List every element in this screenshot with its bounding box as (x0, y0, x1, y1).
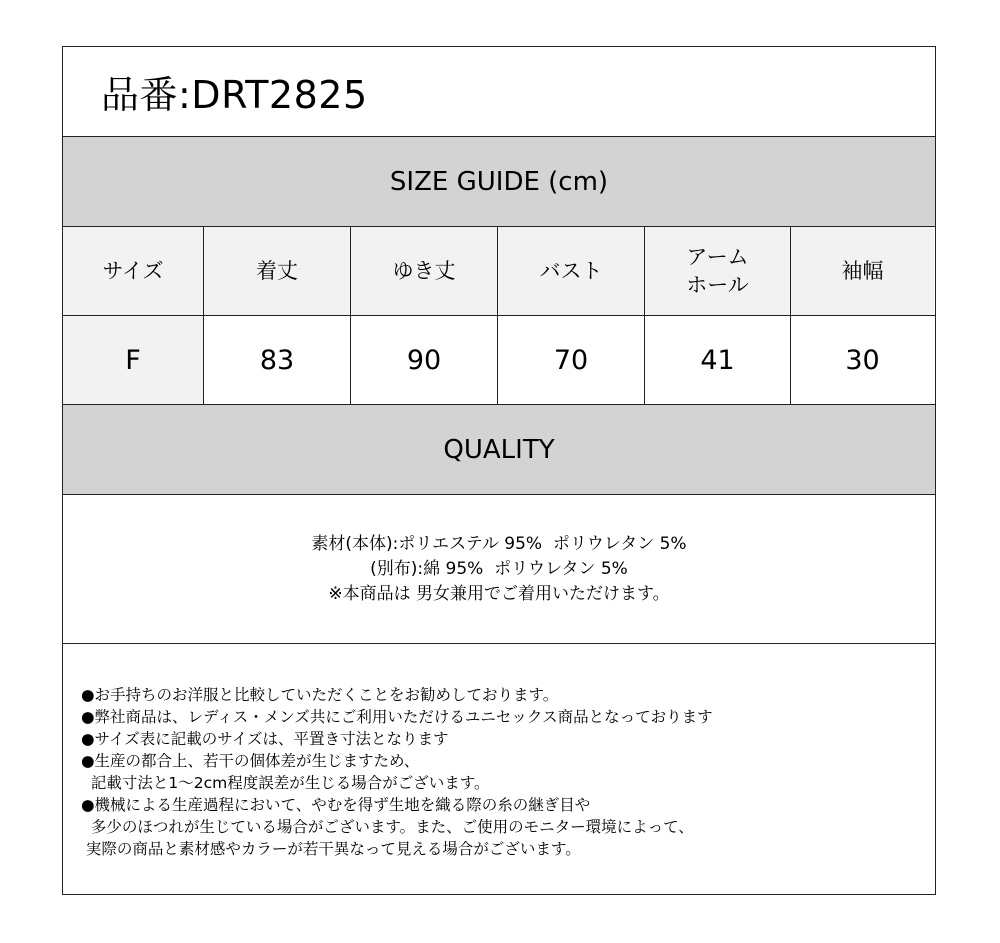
header-size: サイズ (63, 227, 204, 315)
value-length: 83 (204, 316, 351, 404)
note-line: 実際の商品と素材感やカラーが若干異なって見える場合がございます。 (81, 840, 581, 858)
note-line: 多少のほつれが生じている場合がございます。また、ご使用のモニター環境によって、 (81, 818, 694, 836)
header-sleeve-length: ゆき丈 (351, 227, 498, 315)
note-line: ●サイズ表に記載のサイズは、平置き寸法となります (81, 730, 449, 748)
note-line: 記載寸法と1～2cm程度誤差が生じる場合がございます。 (81, 774, 490, 792)
value-sleeve-width: 30 (791, 316, 934, 404)
note-line: ●生産の都合上、若干の個体差が生じますため、 (81, 752, 420, 770)
quality-band (63, 405, 935, 495)
header-armhole: アーム ホール (645, 227, 791, 315)
notes-list (81, 684, 713, 860)
note-line: ●お手持ちのお洋服と比較していただくことをお勧めしております。 (81, 686, 559, 704)
material-info (63, 495, 935, 644)
value-sleeve-length: 90 (351, 316, 498, 404)
material-sub: (別布):綿 95% ポリウレタン 5% (370, 558, 628, 579)
value-armhole: 41 (645, 316, 791, 404)
size-guide-band (63, 137, 935, 227)
size-table-row (63, 316, 935, 405)
value-size: F (63, 316, 204, 404)
notes-section (63, 644, 935, 894)
header-sleeve-width: 袖幅 (791, 227, 934, 315)
header-bust: バスト (498, 227, 645, 315)
product-code: 品番:DRT2825 (101, 73, 368, 117)
size-table-header (63, 227, 935, 316)
unisex-note: ※本商品は 男女兼用でご着用いただけます。 (328, 583, 670, 604)
header-length: 着丈 (204, 227, 351, 315)
quality-title: QUALITY (443, 434, 555, 465)
value-bust: 70 (498, 316, 645, 404)
product-header (63, 47, 935, 137)
note-line: ●機械による生産過程において、やむを得ず生地を織る際の糸の継ぎ目や (81, 796, 591, 814)
size-guide-title: SIZE GUIDE (cm) (389, 166, 609, 197)
size-chart-sheet (62, 46, 936, 895)
material-main: 素材(本体):ポリエステル 95% ポリウレタン 5% (311, 533, 687, 554)
note-line: ●弊社商品は、レディス・メンズ共にご利用いただけるユニセックス商品となっております (81, 708, 713, 726)
